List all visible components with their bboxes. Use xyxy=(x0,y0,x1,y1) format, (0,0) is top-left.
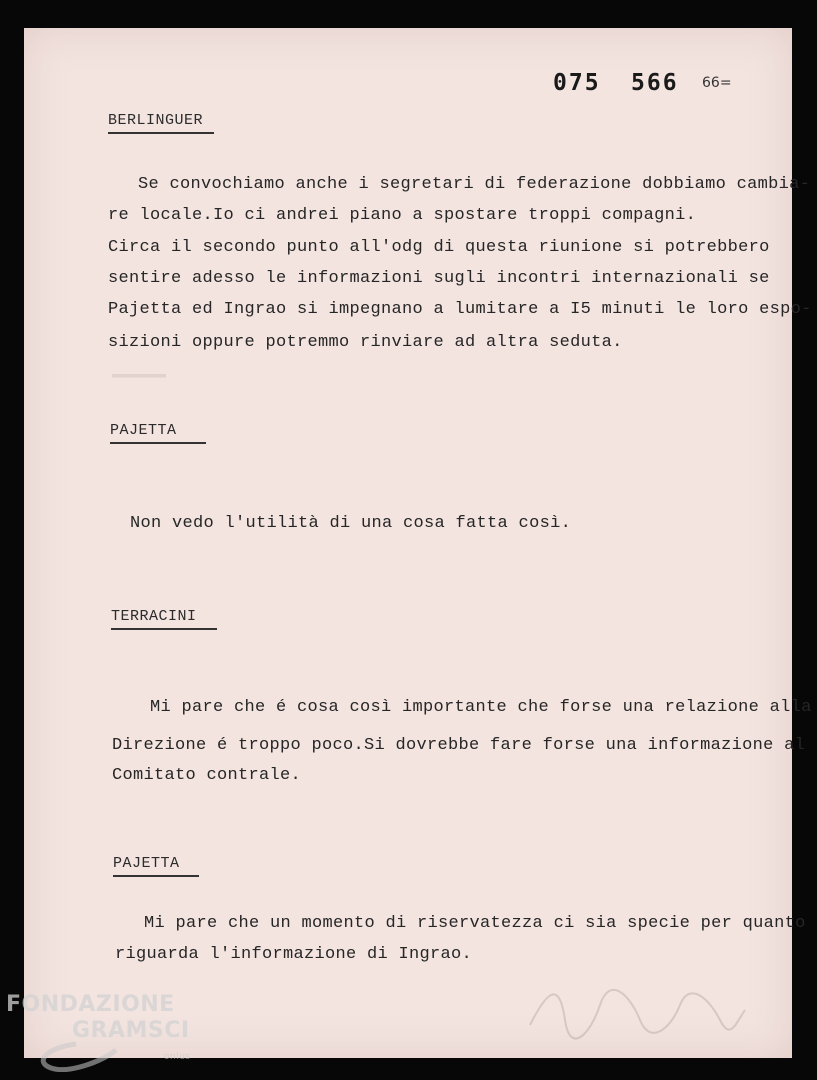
signature-bleed-through xyxy=(520,975,750,1045)
bleed-through: ▬▬▬▬▬▬ xyxy=(112,366,167,383)
text-line: Pajetta ed Ingrao si impegnano a lumitare a I5 minuti le loro espo- xyxy=(108,300,812,319)
page-number: 66= xyxy=(702,75,732,91)
text-line: Direzione é troppo poco.Si dovrebbe fare forse una informazione al xyxy=(112,736,806,755)
text-line: re locale.Io ci andrei piano a spostare troppi compagni. xyxy=(108,206,697,225)
speaker-heading: BERLINGUER xyxy=(108,112,203,129)
speaker-heading: PAJETTA xyxy=(113,855,180,872)
text-line: Se convochiamo anche i segretari di federazione dobbiamo cambia- xyxy=(138,175,811,194)
text-line: sentire adesso le informazioni sugli incontri internazionali se xyxy=(108,269,770,288)
speaker-heading: TERRACINI xyxy=(111,608,197,625)
speaker-heading: PAJETTA xyxy=(110,422,177,439)
text-line: Circa il secondo punto all'odg di questa riunione si potrebbero xyxy=(108,238,770,257)
fondazione-gramsci-logo: FONDAZIONE GRAMSCI onlus xyxy=(6,992,206,1072)
text-line: Non vedo l'utilità di una cosa fatta così. xyxy=(130,514,572,533)
text-line: sizioni oppure potremmo rinviare ad altra seduta. xyxy=(108,333,623,352)
text-line: Comitato contrale. xyxy=(112,766,302,785)
text-line: Mi pare che un momento di riservatezza ci sia specie per quanto xyxy=(144,914,806,933)
archive-number-part2: 566 xyxy=(631,70,679,96)
text-line: Mi pare che é cosa così importante che forse una relazione alla xyxy=(150,698,812,717)
text-line: riguarda l'informazione di Ingrao. xyxy=(115,945,473,964)
archive-number-part1: 075 xyxy=(553,70,601,96)
